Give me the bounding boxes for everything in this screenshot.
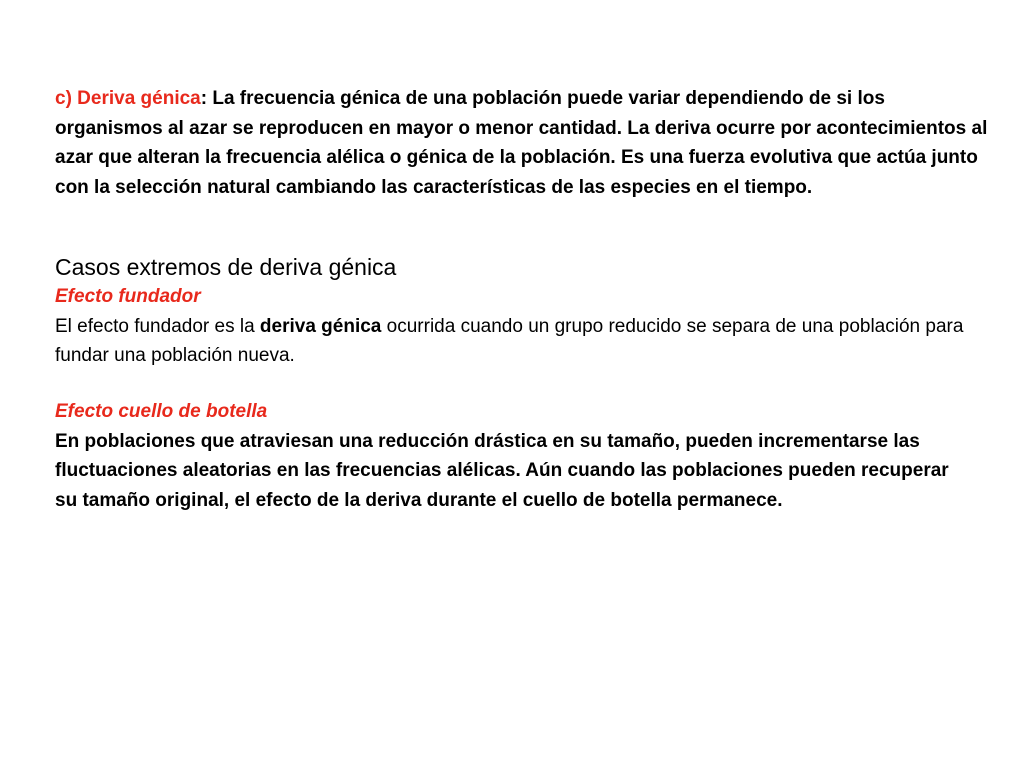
founder-text-after: ocurrida cuando un grupo reducido se separa de una población para fundar una población nueva. [55, 315, 964, 366]
founder-paragraph [55, 312, 995, 371]
bottleneck-heading: Efecto cuello de botella [55, 401, 268, 422]
bottleneck-section [55, 397, 975, 515]
intro-colon: : [200, 88, 208, 109]
bottleneck-paragraph: En poblaciones que atraviesan una reducción drástica en su tamaño, pueden incrementarse las fluctuaciones aleatorias en las frecuencias alélicas. Aún cuando las poblaciones pueden recuperar su tamaño original, el efecto de la deriva durante el cuello de botella permanece. [55, 430, 949, 511]
intro-paragraph [55, 84, 995, 202]
founder-heading: Efecto fundador [55, 286, 201, 307]
cases-title: Casos extremos de deriva génica [55, 254, 397, 280]
founder-text-before: El efecto fundador es la [55, 315, 260, 337]
intro-label: c) Deriva génica [55, 88, 201, 109]
founder-text-bold: deriva génica [259, 315, 382, 337]
intro-text: La frecuencia génica de una población puede variar dependiendo de si los organismos al azar se reproducen en mayor o menor cantidad. La deriva ocurre por acontecimientos al azar que alteran la frecuencia alélica o génica de la población. Es una fuerza evolutiva que actúa junto con la selección natural cambiando las características de las especies en el tiempo. [55, 88, 988, 198]
cases-section [55, 252, 995, 371]
